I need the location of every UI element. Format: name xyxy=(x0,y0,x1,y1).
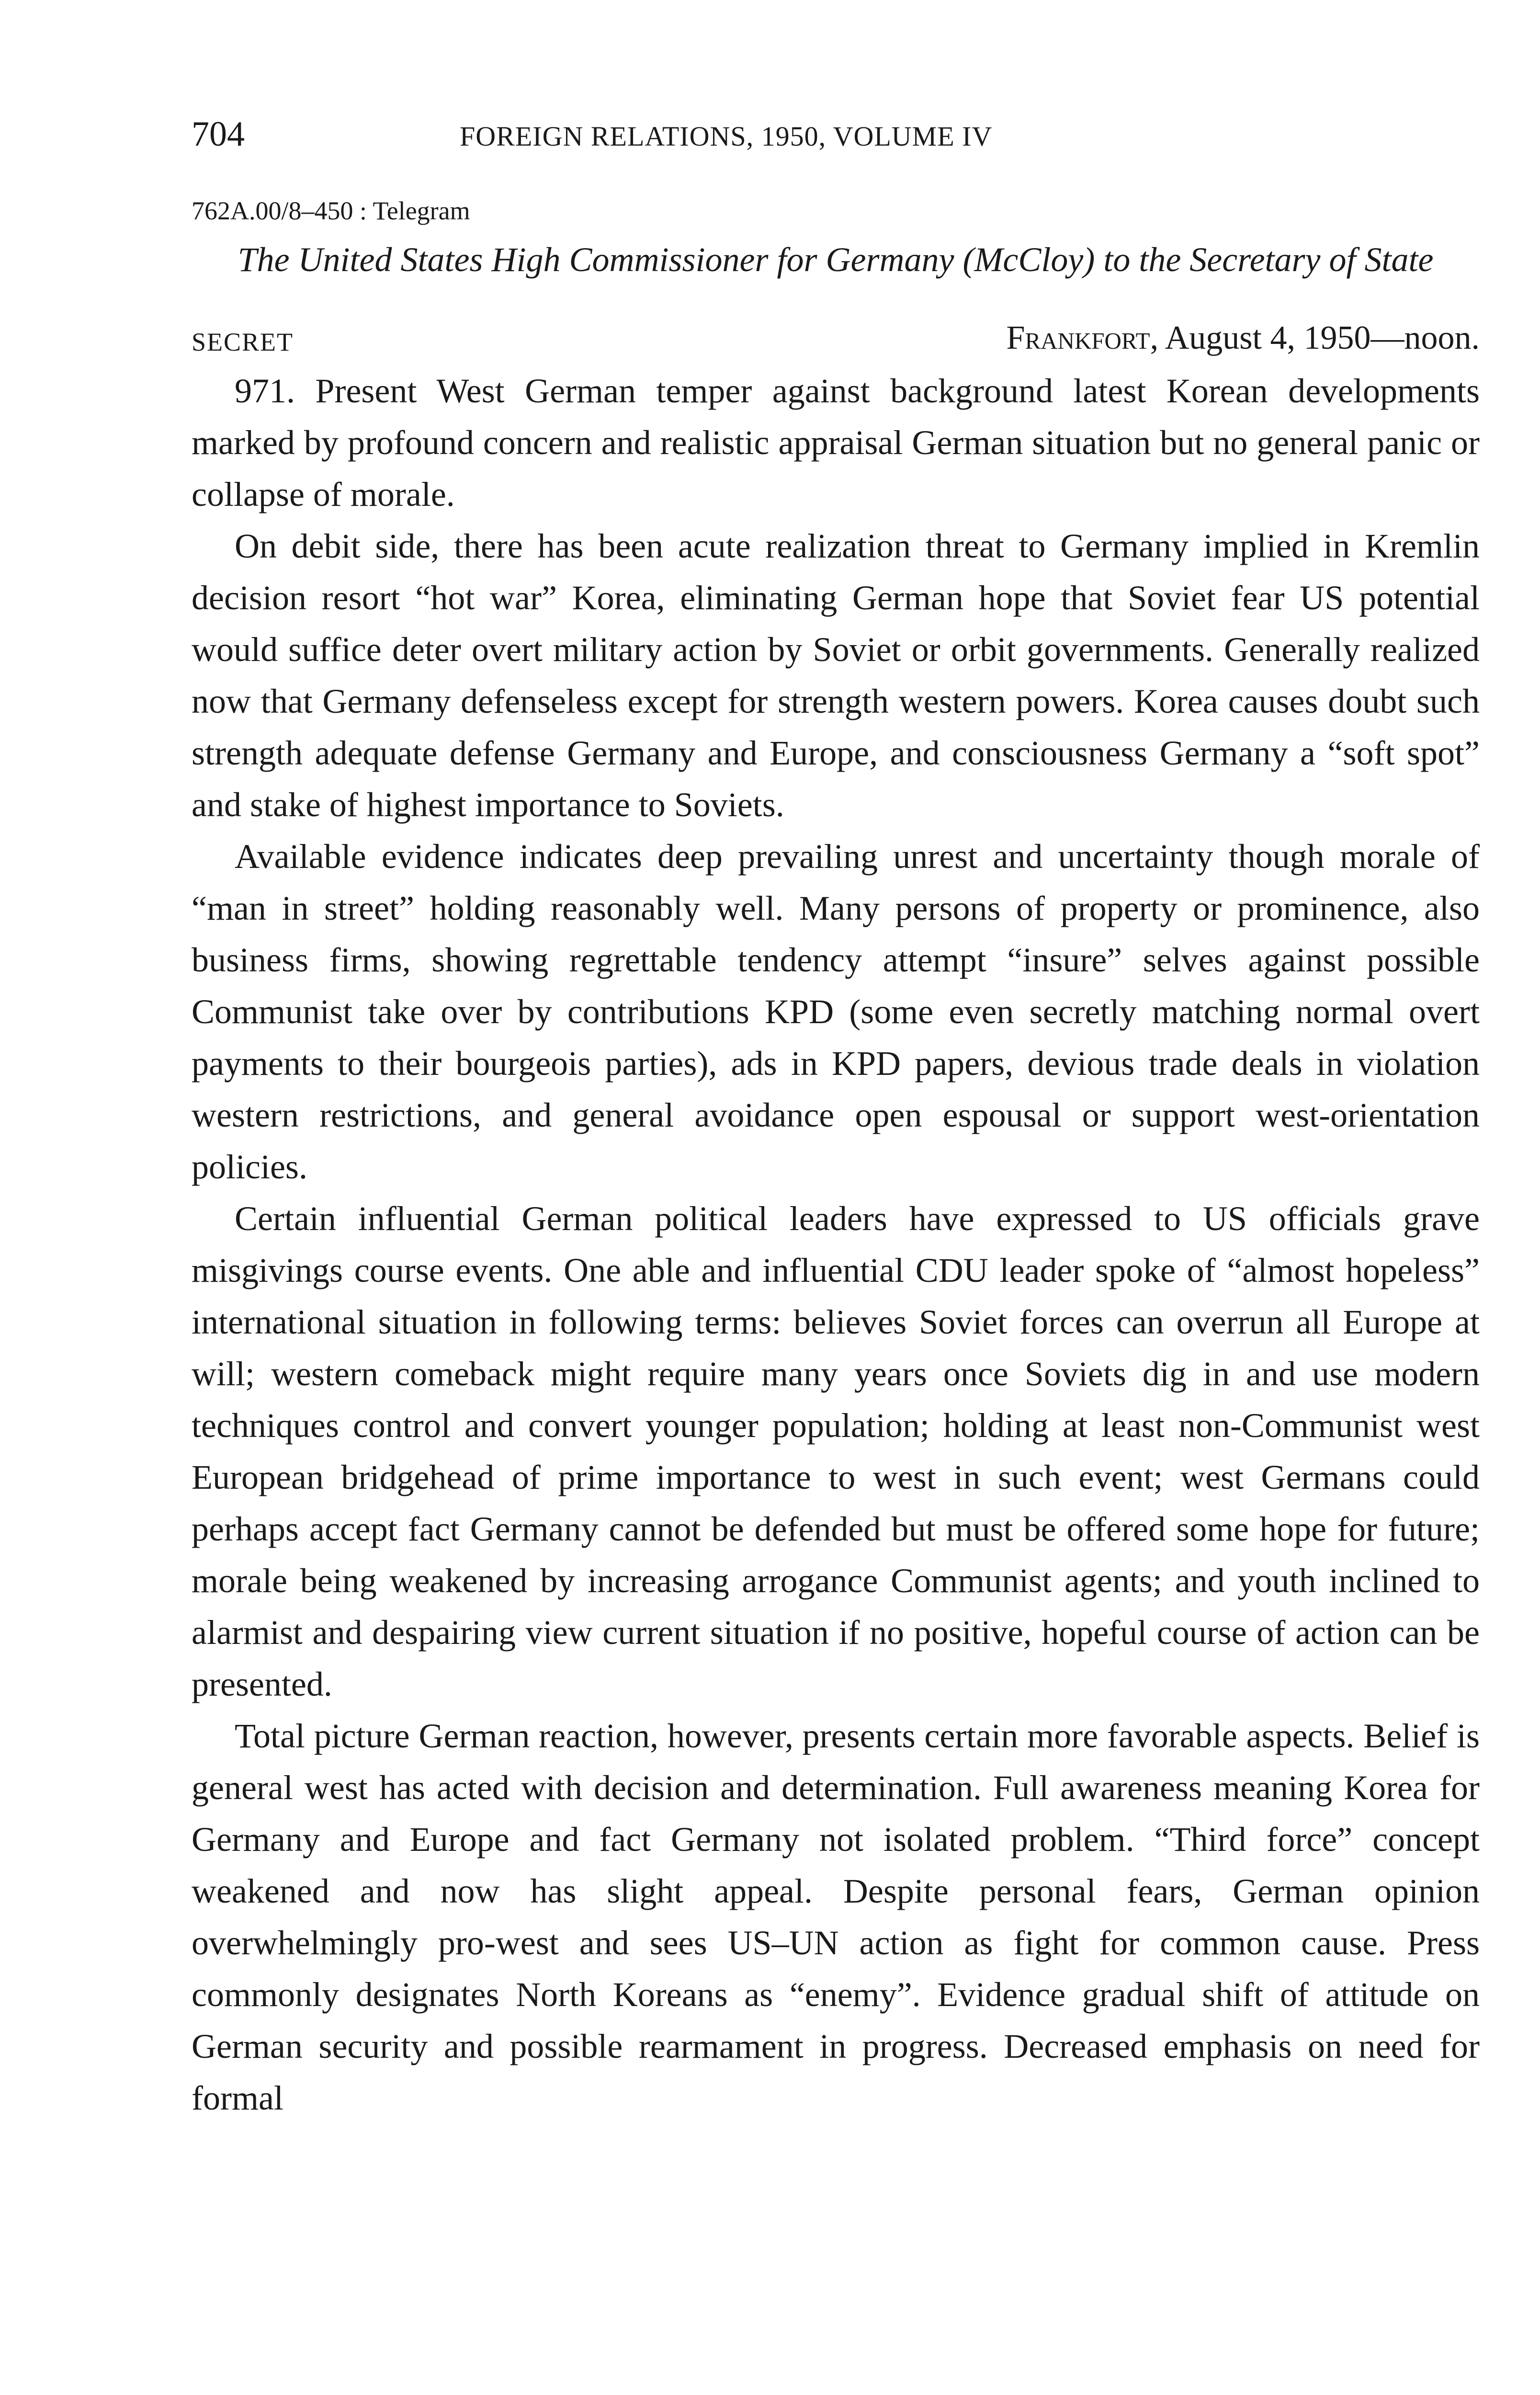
document-title: The United States High Commissioner for Germany (McCloy) to the Secretary of State xyxy=(238,240,1434,279)
date: August 4, 1950—noon. xyxy=(1165,319,1480,356)
paragraph: Total picture German reaction, however, presents certain more favorable aspects. Belief is general west has acted with decision and determination. Full awareness meaning Korea for Germany and Europe and fact Germany not isolated problem. “Third force” concept weakened and now has slight appeal. Despite personal fears, German opinion overwhelmingly pro-west and sees US–UN action as fight for common cause. Press commonly designates North Koreans as “enemy”. Evidence gradual shift of attitude on German security and possible rearmament in progress. Decreased emphasis on need for formal xyxy=(192,1717,1480,2117)
place: Frankfort, xyxy=(1006,319,1159,356)
file-reference: 762A.00/8–450 : Telegram xyxy=(192,196,470,225)
running-title: FOREIGN RELATIONS, 1950, VOLUME IV xyxy=(460,121,993,152)
dateline xyxy=(192,314,1480,362)
place-date xyxy=(1007,314,1480,362)
paragraph: On debit side, there has been acute realization threat to Germany implied in Kremlin decision resort “hot war” Korea, eliminating German hope that Soviet fear US potential would suffice deter overt military action by Soviet or orbit governments. Generally realized now that Germany defenseless except for strength western powers. Korea causes doubt such strength adequate defense Germany and Europe, and consciousness Germany a “soft spot” and stake of highest importance to Soviets. xyxy=(192,527,1480,824)
document-page xyxy=(192,110,1480,2124)
paragraph: Available evidence indicates deep prevailing unrest and uncertainty though morale of “man in street” holding reasonably well. Many persons of property or prominence, also business firms, showing regrettable tendency attempt “insure” selves against possible Communist take over by contributions KPD (some even secretly matching normal overt payments to their bourgeois parties), ads in KPD papers, devious trade deals in violation western restrictions, and general avoidance open espousal or support west-orientation policies. xyxy=(192,837,1480,1186)
paragraph: Certain influential German political leaders have expressed to US officials grave misgivings course events. One able and influential CDU leader spoke of “almost hopeless” international situation in following terms: believes Soviet forces can overrun all Europe at will; western comeback might require many years once Soviets dig in and use modern techniques control and convert younger population; holding at least non-Communist west European bridgehead of prime importance to west in such event; west Germans could perhaps accept fact Germany cannot be defended but must be offered some hope for future; morale being weakened by increasing arrogance Communist agents; and youth inclined to alarmist and despairing view current situation if no positive, hopeful course of action can be presented. xyxy=(192,1199,1480,1703)
running-head xyxy=(192,110,1480,163)
paragraph: 971. Present West German temper against background latest Korean developments marked by profound concern and realistic appraisal German situation but no general panic or collapse of morale. xyxy=(192,372,1480,513)
classification-label: SECRET xyxy=(192,328,294,356)
page-number: 704 xyxy=(192,114,245,154)
telegram-body xyxy=(192,365,1480,2124)
